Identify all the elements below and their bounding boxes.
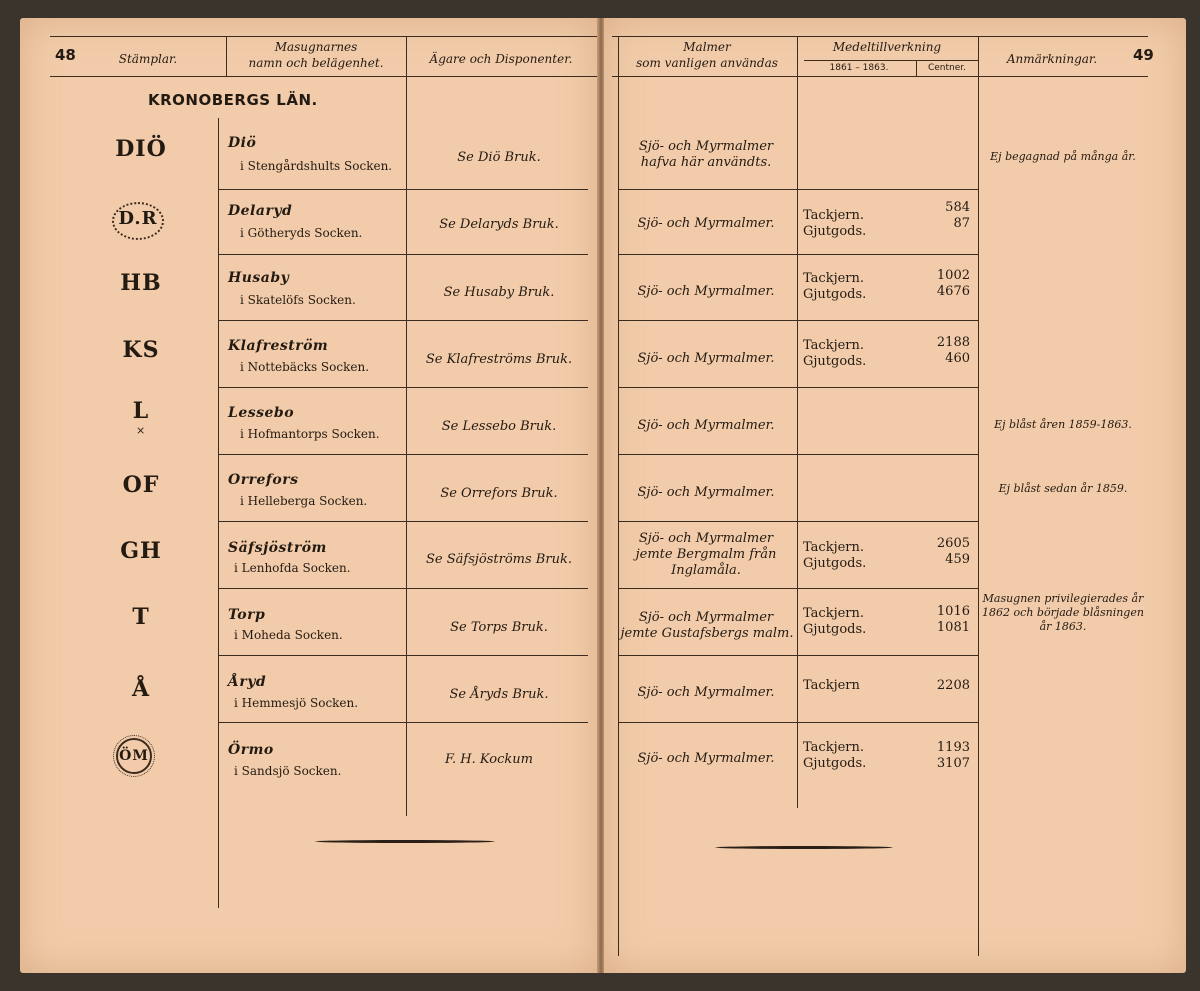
ore-line1: Sjö- och Myrmalmer. <box>637 351 775 366</box>
product-kind-1: Tackjern. <box>803 740 865 755</box>
parish: i Hofmantorps Socken. <box>240 427 380 441</box>
production-value-1: 2208 <box>936 678 970 693</box>
ore-line1: Sjö- och Myrmalmer. <box>637 216 775 231</box>
ore-line2: jemte Bergmalm från <box>635 547 777 562</box>
parish: i Nottebäcks Socken. <box>240 360 370 374</box>
production-value-2: 459 <box>945 552 970 567</box>
furnace-name: Säfsjöström <box>228 540 327 556</box>
end-ornament-left <box>315 840 495 843</box>
stamp-mark: L <box>132 398 150 424</box>
ore-line2: jemte Gustafsbergs malm. <box>620 626 794 641</box>
left-column-rule <box>406 76 407 816</box>
row-divider <box>218 722 588 723</box>
stamp-mark <box>110 202 166 238</box>
production-subheader-rule <box>804 60 978 61</box>
owner: Se Torps Bruk. <box>450 620 548 635</box>
right-page-number: 49 <box>1133 46 1154 64</box>
ore-line1: Sjö- och Myrmalmer. <box>637 418 775 433</box>
stamp-mark: HB <box>120 270 162 296</box>
header-ores-line1: Malmer <box>683 40 731 54</box>
left-page-number: 48 <box>55 46 76 64</box>
right-header-divider <box>916 60 917 76</box>
header-unit: Centner. <box>927 63 967 73</box>
production-value-1: 1002 <box>936 268 970 283</box>
header-furnace-line2: namn och belägenhet. <box>248 56 384 70</box>
production-value-1: 1016 <box>936 604 970 619</box>
ore-line1: Sjö- och Myrmalmer <box>638 531 774 546</box>
product-kind-1: Tackjern. <box>803 606 865 621</box>
stamp-mark: OF <box>122 472 160 498</box>
left-column-rule <box>218 118 219 908</box>
product-kind-2: Gjutgods. <box>803 622 867 637</box>
right-column-rule <box>978 36 979 956</box>
production-value-2: 460 <box>945 351 970 366</box>
owner: Se Åryds Bruk. <box>449 687 549 702</box>
remark: Masugnen privilegierades år 1862 och började blåsningen år 1863. <box>982 592 1144 633</box>
production-value-1: 1193 <box>936 740 970 755</box>
furnace-name: Lessebo <box>228 405 295 421</box>
right-column-rule <box>797 36 798 808</box>
furnace-name: Klafreström <box>228 338 329 354</box>
right-header-rule <box>612 76 1148 77</box>
owner: Se Orrefors Bruk. <box>440 486 558 501</box>
owner: Se Diö Bruk. <box>457 150 541 165</box>
product-kind-2: Gjutgods. <box>803 354 867 369</box>
product-kind-2: Gjutgods. <box>803 556 867 571</box>
ore-line1: Sjö- och Myrmalmer <box>638 139 774 154</box>
dotted-ring-icon <box>112 202 164 240</box>
row-divider <box>618 320 978 321</box>
stamp-mark: DIÖ <box>115 136 167 162</box>
product-kind-1: Tackjern. <box>803 540 865 555</box>
stamp-text: D.R <box>118 208 158 229</box>
stamp-mark: GH <box>120 538 162 564</box>
parish: i Lenhofda Socken. <box>234 561 351 575</box>
product-kind-1: Tackjern. <box>803 338 865 353</box>
parish: i Helleberga Socken. <box>240 494 368 508</box>
row-divider <box>618 254 978 255</box>
parish: i Moheda Socken. <box>234 628 343 642</box>
row-divider <box>618 521 978 522</box>
stamp-mark: Å <box>131 676 151 702</box>
ore-line1: Sjö- och Myrmalmer. <box>637 751 775 766</box>
left-header-divider <box>226 36 227 76</box>
row-divider <box>618 189 978 190</box>
furnace-name: Örmo <box>228 742 274 758</box>
row-divider <box>218 320 588 321</box>
left-top-rule <box>50 36 597 37</box>
row-divider <box>618 454 978 455</box>
header-period: 1861 – 1863. <box>829 63 889 73</box>
owner: Se Säfsjöströms Bruk. <box>426 552 572 567</box>
header-furnace-line1: Masugnarnes <box>274 40 358 54</box>
furnace-name: Åryd <box>228 674 267 690</box>
production-value-2: 4676 <box>936 284 970 299</box>
furnace-name: Torp <box>228 607 266 623</box>
owner: Se Delaryds Bruk. <box>439 217 559 232</box>
owner: Se Klafreströms Bruk. <box>425 352 573 367</box>
furnace-name: Delaryd <box>228 203 293 219</box>
row-divider <box>218 655 588 656</box>
left-header-divider <box>406 36 407 76</box>
product-kind-1: Tackjern. <box>803 208 865 223</box>
production-value-2: 87 <box>953 216 970 231</box>
parish: i Stengårdshults Socken. <box>240 159 393 173</box>
ore-line1: Sjö- och Myrmalmer. <box>637 685 775 700</box>
header-production: Medeltillverkning <box>832 40 942 54</box>
ore-line2: hafva här användts. <box>640 155 772 170</box>
end-ornament-right <box>715 846 893 849</box>
product-kind-2: Gjutgods. <box>803 224 867 239</box>
product-kind-1: Tackjern. <box>803 271 865 286</box>
county-title: KRONOBERGS LÄN. <box>148 91 318 109</box>
row-divider <box>618 588 978 589</box>
row-divider <box>218 588 588 589</box>
owner: Se Lessebo Bruk. <box>441 419 557 434</box>
row-divider <box>618 387 978 388</box>
parish: i Sandsjö Socken. <box>234 764 342 778</box>
row-divider <box>618 655 978 656</box>
header-ores-line2: som vanligen användas <box>636 56 778 70</box>
product-kind-2: Gjutgods. <box>803 287 867 302</box>
header-remarks: Anmärkningar. <box>1006 52 1098 66</box>
production-value-1: 2605 <box>936 536 970 551</box>
row-divider <box>218 254 588 255</box>
product-kind-1: Tackjern <box>803 678 860 693</box>
remark: Ej blåst åren 1859-1863. <box>994 418 1132 431</box>
owner: F. H. Kockum <box>445 752 533 767</box>
owner: Se Husaby Bruk. <box>443 285 555 300</box>
ore-line3: Inglamåla. <box>671 563 741 578</box>
furnace-name: Orrefors <box>228 472 299 488</box>
row-divider <box>618 722 978 723</box>
row-divider <box>218 189 588 190</box>
remark: Ej blåst sedan år 1859. <box>998 482 1128 495</box>
row-divider <box>218 521 588 522</box>
header-owners: Ägare och Disponenter. <box>429 52 573 66</box>
furnace-name: Diö <box>228 135 257 151</box>
oval-stamp-mark: ÖM <box>116 738 152 774</box>
cross-mark-icon: × <box>136 424 146 437</box>
stamp-mark: KS <box>122 337 160 363</box>
parish: i Skatelöfs Socken. <box>240 293 356 307</box>
production-value-2: 1081 <box>936 620 970 635</box>
stamp-mark: T <box>132 604 150 630</box>
production-value-1: 2188 <box>936 335 970 350</box>
product-kind-2: Gjutgods. <box>803 756 867 771</box>
production-value-2: 3107 <box>936 756 970 771</box>
ore-line1: Sjö- och Myrmalmer. <box>637 485 775 500</box>
parish: i Hemmesjö Socken. <box>234 696 359 710</box>
remark: Ej begagnad på många år. <box>990 150 1136 163</box>
furnace-name: Husaby <box>228 270 290 286</box>
left-header-rule <box>50 76 597 77</box>
row-divider <box>218 454 588 455</box>
right-top-rule <box>612 36 1148 37</box>
production-value-1: 584 <box>945 200 970 215</box>
ore-line1: Sjö- och Myrmalmer <box>638 610 774 625</box>
row-divider <box>218 387 588 388</box>
ore-line1: Sjö- och Myrmalmer. <box>637 284 775 299</box>
header-stamps: Stämplar. <box>118 52 178 66</box>
parish: i Götheryds Socken. <box>240 226 363 240</box>
